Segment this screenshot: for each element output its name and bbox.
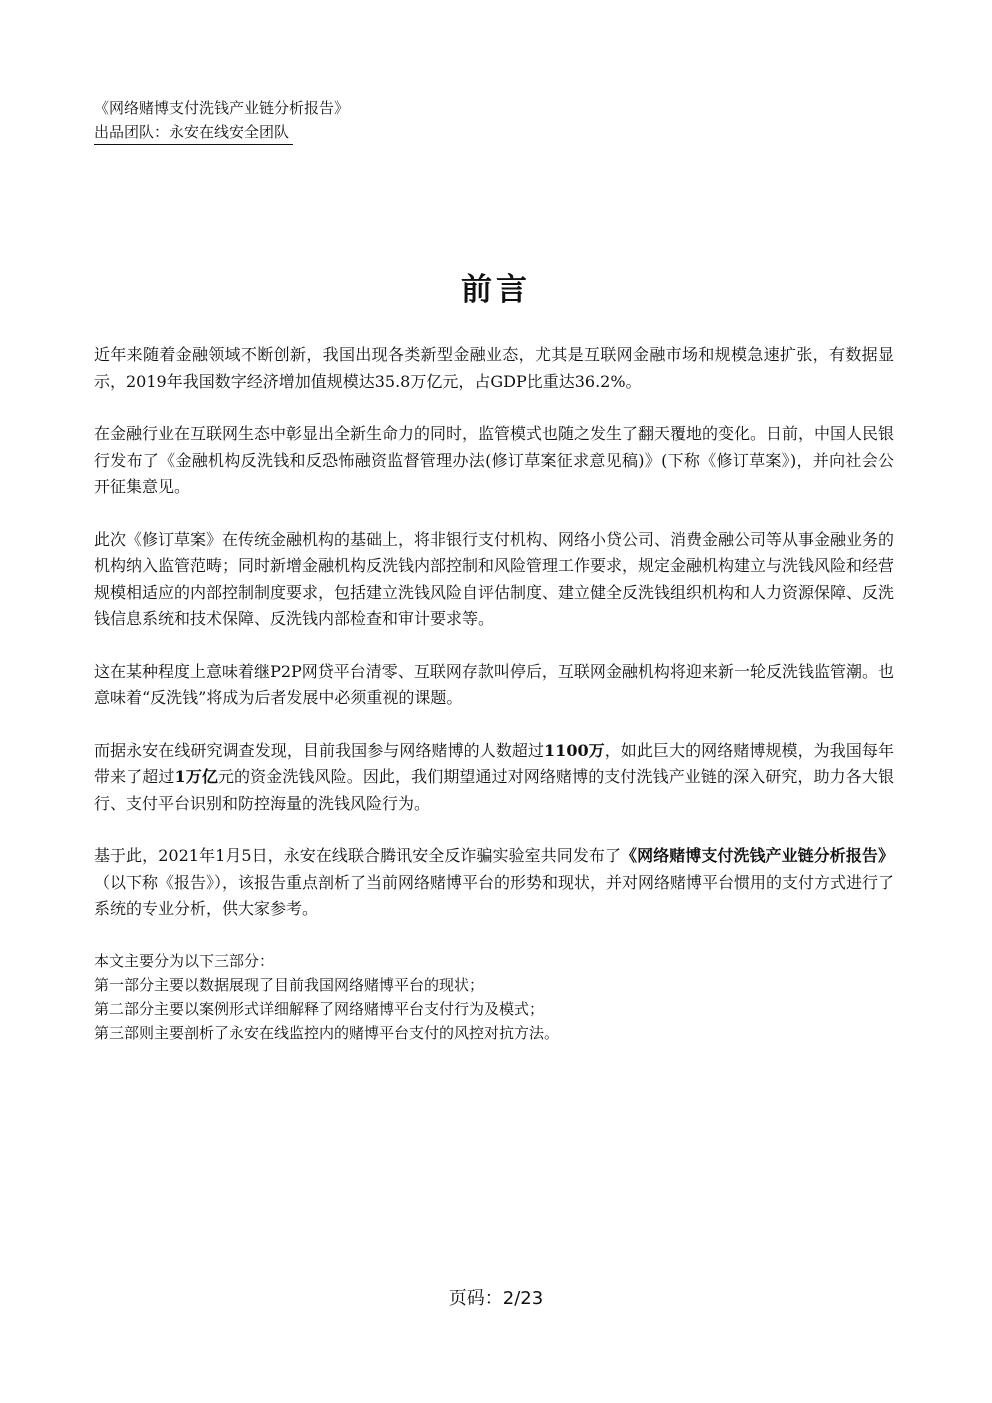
report-name-bold: 《网络赌博支付洗钱产业链分析报告》	[621, 846, 894, 865]
paragraph-6-text-a: 基于此，2021年1月5日，永安在线联合腾讯安全反诈骗实验室共同发布了	[94, 846, 622, 865]
paragraph-5-text-a: 而据永安在线研究调查发现，目前我国参与网络赌博的人数超过	[94, 740, 545, 760]
list-item: 第三部则主要剖析了永安在线监控内的赌博平台支付的风控对抗方法。	[94, 1023, 560, 1042]
paragraph-4: 这在某种程度上意味着继P2P网贷平台清零、互联网存款叫停后，互联网金融机构将迎来新一轮反洗钱监管潮。也意味着“反洗钱”将成为后者发展中必须重视的课题。	[94, 661, 894, 707]
list-item: 第一部分主要以数据展现了目前我国网络赌博平台的现状；	[94, 975, 485, 994]
parts-list	[94, 949, 894, 1045]
paragraph-5-text-e: 元的资金洗钱风险。因此，我们期望通过对网络赌博的支付洗钱产业链的深入研究，助力各大银行、支付平台识别和防控海量的洗钱风险行为。	[94, 767, 894, 813]
document-header	[94, 96, 349, 145]
gambling-population-figure: 1100万	[544, 740, 605, 760]
list-item: 第二部分主要以案例形式详细解释了网络赌博平台支付行为及模式；	[94, 999, 545, 1018]
parts-intro: 本文主要分为以下三部分：	[94, 951, 275, 970]
team-line: 出品团队：永安在线安全团队	[94, 120, 293, 145]
report-title-line: 《网络赌博支付洗钱产业链分析报告》	[94, 99, 350, 117]
page-title: 前言	[461, 272, 531, 308]
paragraph-6	[94, 843, 894, 923]
paragraph-1: 近年来随着金融领域不断创新，我国出现各类新型金融业态，尤其是互联网金融市场和规模急速扩张，有数据显示，2019年我国数字经济增加值规模达35.8万亿元，占GDP比重达36.2%。	[94, 345, 894, 391]
paragraph-2: 在金融行业在互联网生态中彰显出全新生命力的同时，监管模式也随之发生了翻天覆地的变化。日前，中国人民银行发布了《金融机构反洗钱和反恐怖融资监督管理办法(修订草案征求意见稿)》(下称《修订草案》)，并向社会公开征集意见。	[94, 424, 895, 496]
money-laundering-risk-figure: 1万亿	[174, 767, 218, 786]
paragraph-6-text-c: （以下称《报告》），该报告重点剖析了当前网络赌博平台的形势和现状，并对网络赌博平台惯用的支付方式进行了系统的专业分析，供大家参考。	[94, 872, 895, 918]
paragraph-3: 此次《修订草案》在传统金融机构的基础上，将非银行支付机构、网络小贷公司、消费金融公司等从事金融业务的机构纳入监管范畴；同时新增金融机构反洗钱内部控制和风险管理工作要求，规定金融机构建立与洗钱风险和经营规模相适应的内部控制制度要求，包括建立洗钱风险自评估制度、建立健全反洗钱组织机构和人力资源保障、反洗钱信息系统和技术保障、反洗钱内部检查和审计要求等。	[94, 529, 895, 628]
document-body	[94, 342, 894, 1045]
page-number: 页码：2/23	[448, 1288, 544, 1309]
paragraph-5	[94, 738, 894, 818]
paragraph-5-text-c: ，如此巨大的网络赌博规模，为我国每年带来了超过	[94, 740, 894, 786]
